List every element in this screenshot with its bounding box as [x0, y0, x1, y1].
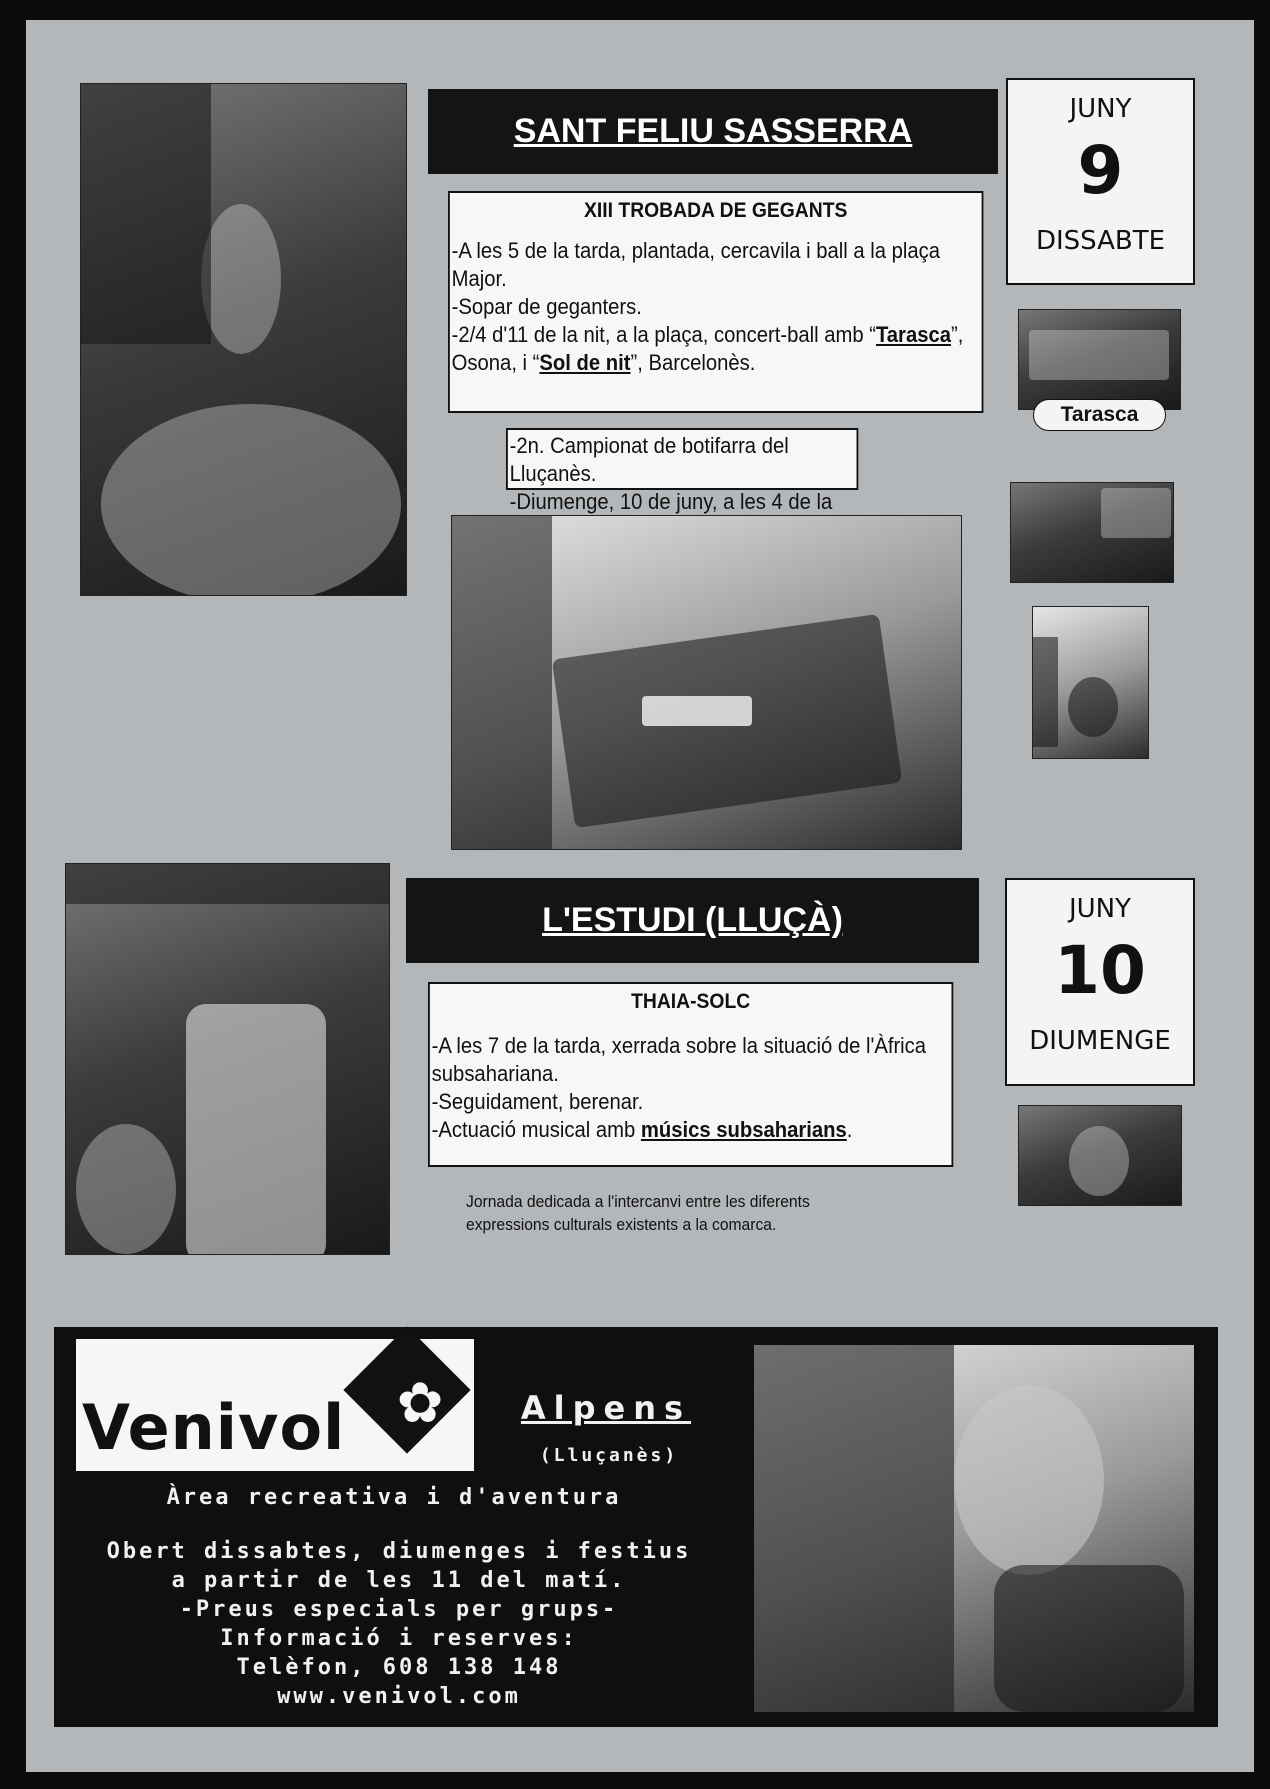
- venivol-logo: [76, 1339, 474, 1471]
- ad-line-6: www.venivol.com: [277, 1684, 521, 1709]
- brand-name: Venivol: [82, 1391, 346, 1464]
- music-suffix: .: [846, 1117, 853, 1142]
- ad-line-1: Obert dissabtes, diumenges i festius: [106, 1539, 692, 1564]
- tarasca-caption: Tarasca: [1033, 399, 1166, 431]
- event1-line-2: -Sopar de geganters.: [451, 294, 642, 319]
- sol-de-nit-photo: [1010, 482, 1174, 583]
- note-line-2: expressions culturals existents a la comarca.: [466, 1215, 777, 1234]
- event2-date-box: [1005, 878, 1195, 1086]
- event2-day: 10: [1054, 932, 1146, 1009]
- musicians-photo: [1018, 1105, 1182, 1206]
- event2-music-line: [430, 1116, 952, 1144]
- ad-info: [74, 1537, 724, 1711]
- ad-line-4: Informació i reserves:: [220, 1626, 578, 1651]
- archer-boy-photo: [754, 1345, 1194, 1712]
- event2-line-2: -Seguidament, berenar.: [431, 1089, 644, 1114]
- event1-program-title: XIII TROBADA DE GEGANTS: [584, 199, 848, 222]
- event1-line-1: -A les 5 de la tarda, plantada, cercavila i ball a la plaça Major.: [451, 238, 940, 291]
- concert-suffix: ”, Barcelonès.: [630, 350, 756, 375]
- botifarra-line-2: -Diumenge, 10 de juny, a les 4 de la: [509, 489, 833, 514]
- cards-game-photo: [451, 515, 962, 850]
- music-prefix: -Actuació musical amb: [431, 1117, 641, 1142]
- ad-line-3: -Preus especials per grups-: [179, 1597, 619, 1622]
- giants-parade-photo: [1032, 606, 1149, 759]
- ad-tagline: Àrea recreativa i d'aventura: [166, 1485, 622, 1510]
- event2-note: [466, 1190, 862, 1236]
- dinner-photo: [65, 863, 390, 1255]
- ad-town: Alpens: [520, 1389, 692, 1427]
- ad-region: (Lluçanès): [539, 1445, 679, 1466]
- botifarra-line-1: -2n. Campionat de botifarra del Lluçanès.: [509, 433, 789, 486]
- band-tarasca: Tarasca: [875, 322, 951, 347]
- event1-month: JUNY: [1069, 94, 1132, 124]
- band-sol-de-nit: Sol de nit: [539, 350, 631, 375]
- ad-line-2: a partir de les 11 del matí.: [171, 1568, 627, 1593]
- event1-weekday: DISSABTE: [1035, 226, 1166, 256]
- event2-program-box: [428, 982, 953, 1167]
- concert-prefix: -2/4 d'11 de la nit, a la plaça, concert-ball amb “: [451, 322, 876, 347]
- party-photo: [80, 83, 407, 596]
- venivol-ad: [54, 1327, 1218, 1727]
- event1-title: SANT FELIU SASSERRA: [428, 89, 998, 174]
- event2-month: JUNY: [1068, 894, 1132, 924]
- event1-concert-line: [450, 321, 982, 377]
- concert-mid: ”, Osona, i “: [451, 322, 964, 375]
- event1-day: 9: [1077, 132, 1124, 209]
- ad-line-5: Telèfon, 608 138 148: [236, 1655, 562, 1680]
- music-bold: músics subsaharians: [640, 1117, 847, 1142]
- event2-line-1: -A les 7 de la tarda, xerrada sobre la situació de l'Àfrica subsahariana.: [431, 1033, 927, 1086]
- note-line-1: Jornada dedicada a l'intercanvi entre les diferents: [466, 1192, 810, 1211]
- flower-icon: ✿: [398, 1355, 442, 1439]
- botifarra-box: [506, 428, 858, 514]
- event1-program-box: [448, 191, 983, 413]
- tarasca-band-photo: [1018, 309, 1181, 410]
- event2-program-title: THAIA-SOLC: [631, 990, 751, 1013]
- event2-weekday: DIUMENGE: [1029, 1026, 1171, 1056]
- event2-title: L'ESTUDI (LLUÇÀ): [406, 878, 979, 963]
- event1-date-box: [1006, 78, 1195, 285]
